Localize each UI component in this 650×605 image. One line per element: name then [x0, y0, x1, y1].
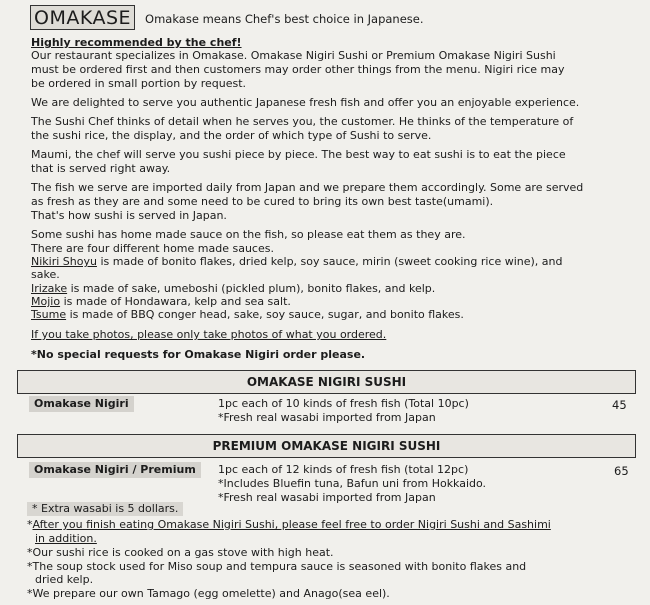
item-desc-line3: *Fresh real wasabi imported from Japan: [218, 491, 436, 504]
extra-wasabi-note: * Extra wasabi is 5 dollars.: [27, 502, 183, 516]
intro-p6-line1: Some sushi has home made sauce on the fish, so please eat them as they are.: [31, 228, 466, 241]
sauce-desc: is made of Hondawara, kelp and sea salt.: [60, 295, 291, 308]
menu-header: [30, 4, 424, 30]
intro-p1-line3: be ordered in small portion by request.: [31, 77, 247, 90]
sauce-nikiri-shoyu: [31, 255, 563, 269]
intro-p4-line2: that is served right away.: [31, 162, 171, 175]
sauce-name: Mojio: [31, 295, 61, 308]
sauce-wrap-line: sake.: [31, 268, 60, 281]
note-order-more-wrap: [27, 532, 97, 546]
note-text: in addition.: [35, 532, 97, 545]
sauce-desc: is made of sake, umeboshi (pickled plum), bonito flakes, and kelp.: [67, 282, 436, 295]
note-star: *: [27, 518, 33, 531]
sauce-mojio: [31, 295, 291, 309]
note-soup-line1: *The soup stock used for Miso soup and tempura sauce is seasoned with bonito flakes and: [27, 560, 527, 573]
intro-p3-line2: the sushi rice, the display, and the order of which type of Sushi to serve.: [31, 129, 432, 142]
sauce-tsume: [31, 308, 464, 322]
photo-note: If you take photos, please only take photos of what you ordered.: [31, 328, 387, 341]
item-omakase-premium: Omakase Nigiri / Premium: [29, 462, 201, 478]
item-omakase-nigiri: Omakase Nigiri: [29, 396, 134, 412]
item-price: 65: [614, 464, 629, 478]
item-desc-line2: *Fresh real wasabi imported from Japan: [218, 411, 436, 424]
note-order-more: [27, 518, 551, 532]
intro-p6-line2: There are four different home made sauces.: [31, 242, 274, 255]
intro-p4-line1: Maumi, the chef will serve you sushi piece by piece. The best way to eat sushi is to eat the piece: [31, 148, 566, 161]
item-desc-line2: *Includes Bluefin tuna, Bafun uni from Hokkaido.: [218, 477, 487, 490]
note-tamago: *We prepare our own Tamago (egg omelette) and Anago(sea eel).: [27, 587, 390, 600]
section-omakase-nigiri: OMAKASE NIGIRI SUSHI: [17, 370, 636, 394]
page-subtitle: Omakase means Chef's best choice in Japanese.: [145, 12, 424, 26]
sauce-name: Tsume: [31, 308, 67, 321]
special-request-note: *No special requests for Omakase Nigiri order please.: [31, 348, 366, 361]
item-price: 45: [612, 398, 627, 412]
recommend-heading: Highly recommended by the chef!: [31, 36, 242, 49]
intro-p5-line2: as fresh as they are and some need to be cured to bring its own best taste(umami).: [31, 195, 494, 208]
intro-p1-line1: Our restaurant specializes in Omakase. Omakase Nigiri Sushi or Premium Omakase Nigiri Sushi: [31, 49, 556, 62]
sauce-irizake: [31, 282, 435, 296]
intro-p2: We are delighted to serve you authentic Japanese fresh fish and offer you an enjoyable experience.: [31, 96, 580, 109]
item-desc-line1: 1pc each of 10 kinds of fresh fish (Total 10pc): [218, 397, 469, 410]
note-soup-line2: dried kelp.: [35, 573, 94, 586]
sauce-desc: is made of bonito flakes, dried kelp, soy sauce, mirin (sweet cooking rice wine), and: [96, 255, 563, 268]
intro-p5-line3: That's how sushi is served in Japan.: [31, 209, 227, 222]
page-title: OMAKASE: [30, 5, 135, 30]
note-rice: *Our sushi rice is cooked on a gas stove with high heat.: [27, 546, 334, 559]
sauce-name: Nikiri Shoyu: [31, 255, 97, 268]
item-desc-line1: 1pc each of 12 kinds of fresh fish (total 12pc): [218, 463, 469, 476]
sauce-name: Irizake: [31, 282, 68, 295]
intro-p3-line1: The Sushi Chef thinks of detail when he serves you, the customer. He thinks of the temperature of: [31, 115, 574, 128]
note-text: After you finish eating Omakase Nigiri Sushi, please feel free to order Nigiri Sushi and Sashimi: [32, 518, 551, 531]
intro-p1-line2: must be ordered first and then customers may order other things from the menu. Nigiri rice may: [31, 63, 565, 76]
intro-p5-line1: The fish we serve are imported daily from Japan and we prepare them accordingly. Some are served: [31, 181, 584, 194]
section-premium-omakase: PREMIUM OMAKASE NIGIRI SUSHI: [17, 434, 636, 458]
sauce-desc: is made of BBQ conger head, sake, soy sauce, sugar, and bonito flakes.: [66, 308, 464, 321]
